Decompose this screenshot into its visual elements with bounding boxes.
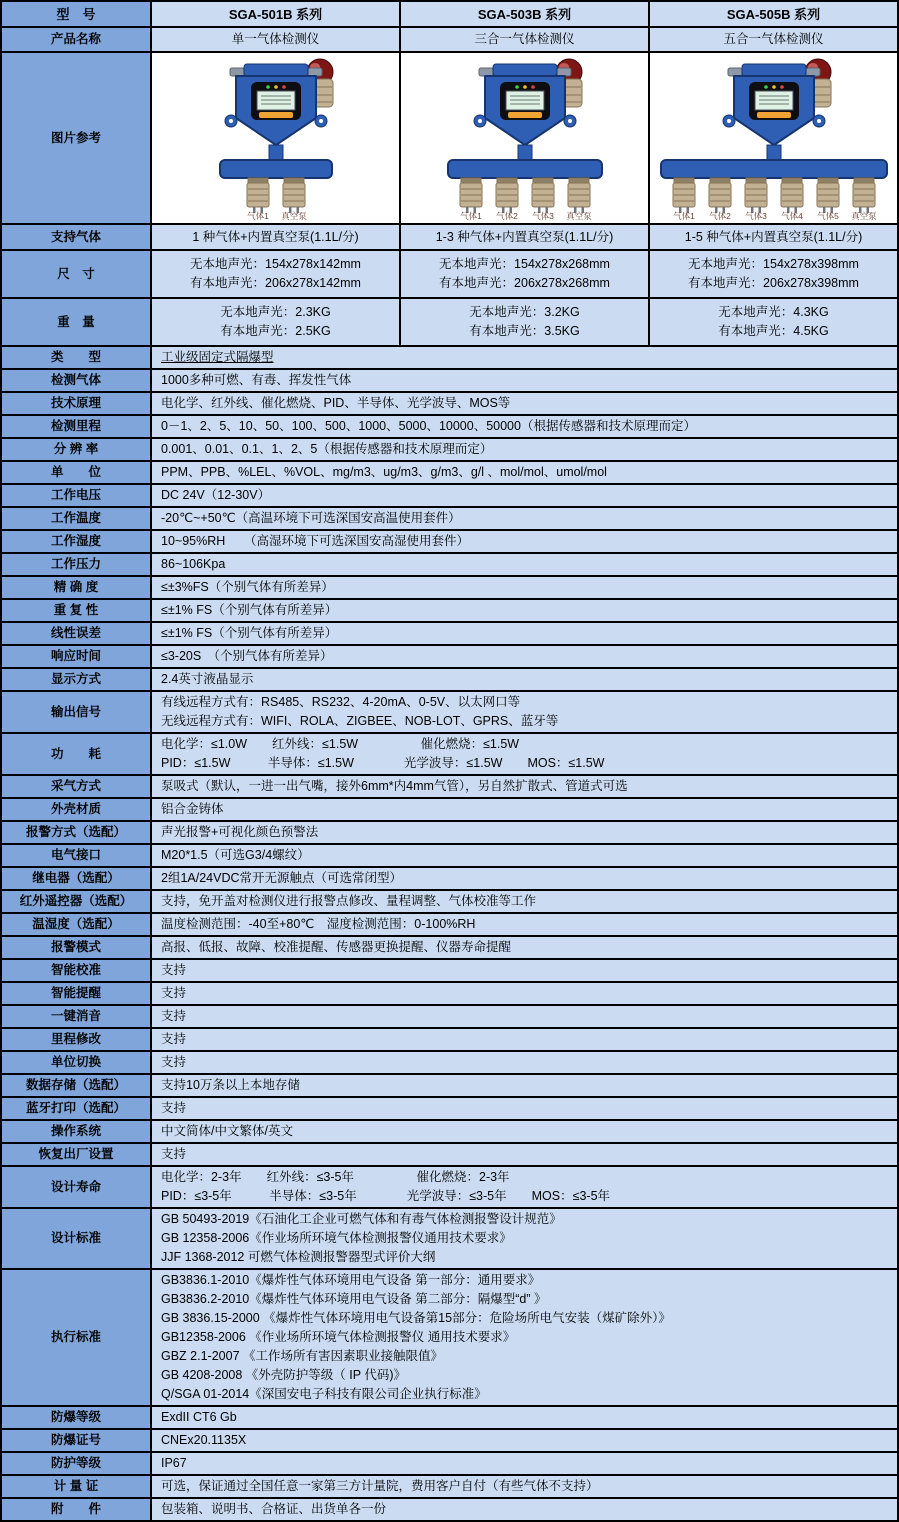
row-label-mute [2,1006,150,1027]
row-label-ir-remote [2,891,150,912]
row-label-principle [2,393,150,414]
row-value-line: GB 3836.15-2000 《爆炸性气体环境用电气设备第15部分：危险场所电气安装（煤矿除外）》 [161,1311,671,1325]
spec-row-smart-remind [2,981,897,1004]
product-name-1 [150,28,399,51]
spec-row-electric-port [2,843,897,866]
gas-detector-illustration [440,55,610,221]
gas-support-text: 1-5 种气体+内置真空泵(1.1L/分) [684,229,863,244]
row-label-accessories [2,1499,150,1520]
spec-row-display [2,667,897,690]
row-label-text: 工作压力 [50,557,101,571]
row-value-line: 温度检测范围：-40至+80℃ 湿度检测范围：0-100%RH [161,917,476,931]
row-value-accuracy [150,577,897,598]
row-value-bt-print [150,1098,897,1119]
spec-row-unit-switch [2,1050,897,1073]
spec-row-repeatability [2,598,897,621]
row-value-alarm-modes [150,937,897,958]
row-value-line: 泵吸式（默认，一进一出气嘴，接外6mm*内4mm气管），另自然扩散式、管道式可选 [161,779,628,793]
row-value-accessories [150,1499,897,1520]
spec-row-bt-print [2,1096,897,1119]
row-value-work-humi [150,531,897,552]
row-label-exec-std [2,1270,150,1405]
row-value-line: 10~95%RH （高湿环境下可选深国安高湿使用套件） [161,534,470,548]
row-label-product-name [2,28,150,51]
spec-row-accuracy [2,575,897,598]
spec-row-resolution [2,437,897,460]
row-value-line: GB 50493-2019《石油化工企业可燃气体和有毒气体检测报警设计规范》 [161,1212,562,1226]
row-label-sampling [2,776,150,797]
spec-row-response [2,644,897,667]
product-name-text: 五合一气体检测仪 [723,32,824,46]
spec-row-linearity [2,621,897,644]
row-label-ip-grade [2,1453,150,1474]
weight-text: 无本地声光：2.3KG [220,305,331,319]
row-value-metrology [150,1476,897,1497]
row-value-line: ≤3-20S （个别气体有所差异） [161,649,333,663]
image-row [2,51,897,223]
row-value-electric-port [150,845,897,866]
row-value-storage [150,1075,897,1096]
row-value-output [150,692,897,732]
row-label-output [2,692,150,732]
row-value-line: 高报、低报、故障、校准提醒、传感器更换提醒、仪器寿命提醒 [161,940,512,954]
row-value-line: PPM、PPB、%LEL、%VOL、mg/m3、ug/m3、g/m3、g/l 、mol/mol、umol/mol [161,465,607,479]
row-value-line: ≤±3%FS（个别气体有所差异） [161,580,334,594]
spec-row-alarm-opt [2,820,897,843]
row-label-os [2,1121,150,1142]
row-label-text: 智能提醒 [50,986,101,1000]
row-label-text: 检测里程 [50,419,101,433]
sensor-label: 真空泵 [280,211,307,221]
row-label-text: 一键消音 [50,1009,101,1023]
gas-detector-illustration [200,55,352,221]
row-value-response [150,646,897,667]
gas-support-text: 1 种气体+内置真空泵(1.1L/分) [192,229,359,244]
sensor-label: 气体5 [816,211,839,221]
row-label-voltage [2,485,150,506]
row-value-detect-gas [150,370,897,391]
row-label-text: 显示方式 [50,672,101,686]
row-value-line: ≤±1% FS（个别气体有所差异） [161,603,338,617]
spec-row-voltage [2,483,897,506]
row-value-line: 0－1、2、5、10、50、100、500、1000、5000、10000、50000（根据传感器和技术原理而定） [161,419,696,433]
row-value-line: M20*1.5（可选G3/4螺纹） [161,848,310,862]
row-label-alarm-opt [2,822,150,843]
spec-row-relay [2,866,897,889]
row-label-text: 工作温度 [50,511,101,525]
spec-row-mute [2,1004,897,1027]
spec-row-ex-grade [2,1405,897,1428]
row-label-text: 产品名称 [50,32,101,46]
row-label-text: 采气方式 [50,779,101,793]
size-2 [399,251,648,297]
supported-gas-row [2,223,897,249]
row-value-line: 支持 [161,963,187,977]
row-value-line: 包装箱、说明书、合格证、出货单各一份 [161,1502,387,1516]
sensor-label: 真空泵 [850,211,877,221]
weight-text: 无本地声光：3.2KG [469,305,580,319]
gas-detector-illustration [653,55,895,221]
spec-row-factory-reset [2,1142,897,1165]
size-3 [648,251,897,297]
product-name-row [2,26,897,51]
size-text: 无本地声光：154x278x268mm [439,257,610,271]
row-value-line: 支持 [161,1032,187,1046]
sensor-label: 气体4 [780,211,803,221]
size-row [2,249,897,297]
row-value-range-modify [150,1029,897,1050]
row-label-resolution [2,439,150,460]
row-label-display [2,669,150,690]
size-text: 有本地声光：206x278x398mm [688,276,859,290]
row-value-line: 铝合金铸体 [161,802,224,816]
row-value-line: 0.001、0.01、0.1、1、2、5（根据传感器和技术原理而定） [161,442,493,456]
row-label-response [2,646,150,667]
row-label-text: 线性误差 [50,626,101,640]
row-label-alarm-modes [2,937,150,958]
row-label-text: 图片参考 [50,130,101,145]
row-label-text: 防护等级 [50,1456,101,1470]
row-label-image [2,53,150,223]
row-label-text: 精 确 度 [53,580,99,594]
spec-row-storage [2,1073,897,1096]
row-value-ex-cert [150,1430,897,1451]
row-value-unit [150,462,897,483]
row-label-text: 执行标准 [50,1330,101,1344]
row-value-line: 86~106Kpa [161,557,226,571]
row-label-text: 恢复出厂设置 [38,1147,114,1161]
product-image-sga501b [150,53,399,223]
row-label-text: 单 位 [50,465,101,479]
row-value-alarm-opt [150,822,897,843]
row-label-temp-humi [2,914,150,935]
row-label-text: 分 辨 率 [53,442,99,456]
row-value-ip-grade [150,1453,897,1474]
weight-row [2,297,897,345]
spec-row-unit [2,460,897,483]
row-value-ex-grade [150,1407,897,1428]
row-value-pressure [150,554,897,575]
row-label-work-temp [2,508,150,529]
product-name-3 [648,28,897,51]
model-row [2,2,897,26]
row-value-line: PID：≤1.5W 半导体：≤1.5W 光学波导：≤1.5W MOS：≤1.5W [161,756,605,770]
row-label-factory-reset [2,1144,150,1165]
row-value-line: IP67 [161,1456,187,1470]
row-label-text: 蓝牙打印（选配） [25,1101,126,1115]
weight-1 [150,299,399,345]
model-name: SGA-505B 系列 [726,6,821,22]
row-value-temp-humi [150,914,897,935]
row-value-shell [150,799,897,820]
spec-row-design-std [2,1207,897,1268]
row-label-size [2,251,150,297]
row-label-ex-grade [2,1407,150,1428]
row-label-text: 操作系统 [50,1124,101,1138]
spec-row-principle [2,391,897,414]
row-label-text: 型 号 [56,6,96,22]
row-value-sampling [150,776,897,797]
row-value-line: 2.4英寸液晶显示 [161,672,254,686]
gas-support-3 [648,225,897,249]
model-name: SGA-501B 系列 [228,6,323,22]
row-value-line: 支持10万条以上本地存储 [161,1078,300,1092]
row-label-text: 检测气体 [50,373,101,387]
row-label-range [2,416,150,437]
spec-row-type [2,345,897,368]
row-value-line: GB3836.2-2010《爆炸性气体环境用电气设备 第二部分：隔爆型“d” 》 [161,1292,547,1306]
row-label-text: 报警方式（选配） [25,825,126,839]
row-value-line: JJF 1368-2012 可燃气体检测报警器型式评价大纲 [161,1250,436,1264]
row-label-smart-remind [2,983,150,1004]
row-value-repeatability [150,600,897,621]
row-value-line: 支持 [161,986,187,1000]
product-name-2 [399,28,648,51]
row-value-line: Q/SGA 01-2014《深国安电子科技有限公司企业执行标准》 [161,1387,487,1401]
row-label-power [2,734,150,774]
spec-row-alarm-modes [2,935,897,958]
row-label-range-modify [2,1029,150,1050]
spec-row-exec-std [2,1268,897,1405]
weight-3 [648,299,897,345]
spec-row-smart-cal [2,958,897,981]
row-value-principle [150,393,897,414]
row-value-line: 可选，保证通过全国任意一家第三方计量院，费用客户自付（有些气体不支持） [161,1479,599,1493]
spec-row-accessories [2,1497,897,1520]
row-label-text: 报警模式 [50,940,101,954]
row-label-text: 智能校准 [50,963,101,977]
row-value-line: 支持 [161,1101,187,1115]
row-value-smart-cal [150,960,897,981]
row-label-shell [2,799,150,820]
spec-row-sampling [2,774,897,797]
row-label-text: 里程修改 [50,1032,101,1046]
row-label-lifetime [2,1167,150,1207]
row-value-power [150,734,897,774]
row-label-text: 电气接口 [50,848,101,862]
sensor-label: 真空泵 [565,211,592,221]
row-label-text: 工作电压 [50,488,101,502]
spec-row-ir-remote [2,889,897,912]
row-value-display [150,669,897,690]
row-value-line: GB3836.1-2010《爆炸性气体环境用电气设备 第一部分：通用要求》 [161,1273,541,1287]
spec-row-work-temp [2,506,897,529]
row-value-line: 支持 [161,1009,187,1023]
row-label-text: 输出信号 [50,704,101,719]
row-label-accuracy [2,577,150,598]
row-label-work-humi [2,531,150,552]
row-value-line: 工业级固定式隔爆型 [161,350,274,364]
row-label-text: 工作湿度 [50,534,101,548]
sensor-label: 气体1 [672,211,695,221]
row-value-line: 无线远程方式有：WIFI、ROLA、ZIGBEE、NOB-LOT、GPRS、蓝牙等 [161,714,559,728]
row-label-smart-cal [2,960,150,981]
row-label-text: 单位切换 [50,1055,101,1069]
row-label-text: 数据存储（选配） [25,1078,126,1092]
row-label-text: 支持气体 [50,229,101,244]
spec-row-temp-humi [2,912,897,935]
spec-row-pressure [2,552,897,575]
spec-row-ip-grade [2,1451,897,1474]
row-label-bt-print [2,1098,150,1119]
row-label-text: 类 型 [50,350,101,364]
row-label-metrology [2,1476,150,1497]
row-label-text: 防爆证号 [50,1433,101,1447]
row-value-mute [150,1006,897,1027]
row-label-detect-gas [2,370,150,391]
row-value-line: GB 4208-2008 《外壳防护等级（ IP 代码)》 [161,1368,406,1382]
row-label-weight [2,299,150,345]
row-value-ir-remote [150,891,897,912]
row-label-unit-switch [2,1052,150,1073]
row-label-design-std [2,1209,150,1268]
row-label-ex-cert [2,1430,150,1451]
product-image-sga503b [399,53,648,223]
spec-row-lifetime [2,1165,897,1207]
row-value-line: 1000多种可燃、有毒、挥发性气体 [161,373,352,387]
product-image-sga505b [648,53,897,223]
row-value-linearity [150,623,897,644]
row-value-smart-remind [150,983,897,1004]
spec-row-output [2,690,897,732]
row-label-text: 重 量 [57,314,95,329]
row-label-text: 响应时间 [50,649,101,663]
sensor-label: 气体3 [531,211,554,221]
row-value-design-std [150,1209,897,1268]
spec-row-metrology [2,1474,897,1497]
row-label-unit [2,462,150,483]
model-sga501b [150,2,399,26]
row-label-text: 附 件 [50,1502,101,1516]
row-label-text: 继电器（选配） [32,871,120,885]
row-value-line: 电化学、红外线、催化燃烧、PID、半导体、光学波导、MOS等 [161,396,511,410]
row-label-text: 功 耗 [50,746,101,761]
row-value-line: ≤±1% FS（个别气体有所差异） [161,626,338,640]
row-value-line: ExdII CT6 Gb [161,1410,237,1424]
row-value-line: GB12358-2006 《作业场所环境气体检测报警仪 通用技术要求》 [161,1330,516,1344]
spec-row-power [2,732,897,774]
size-text: 无本地声光：154x278x142mm [190,257,361,271]
row-label-text: 红外遥控器（选配） [19,894,133,908]
row-value-work-temp [150,508,897,529]
row-value-line: GB 12358-2006《作业场所环境气体检测报警仪通用技术要求》 [161,1231,512,1245]
row-value-line: 支持 [161,1055,187,1069]
spec-row-detect-gas [2,368,897,391]
sensor-label: 气体1 [246,211,269,221]
weight-2 [399,299,648,345]
row-value-type [150,347,897,368]
spec-row-shell [2,797,897,820]
model-sga505b [648,2,897,26]
row-label-storage [2,1075,150,1096]
row-label-relay [2,868,150,889]
spec-row-ex-cert [2,1428,897,1451]
row-label-gas [2,225,150,249]
row-label-text: 尺 寸 [57,266,95,281]
spec-row-os [2,1119,897,1142]
row-value-line: PID：≤3-5年 半导体：≤3-5年 光学波导：≤3-5年 MOS：≤3-5年 [161,1189,611,1203]
row-value-line: 2组1A/24VDC常开无源触点（可选常闭型） [161,871,403,885]
gas-support-2 [399,225,648,249]
row-label-model [2,2,150,26]
row-value-line: 支持 [161,1147,187,1161]
row-value-line: DC 24V（12-30V） [161,488,271,502]
row-label-text: 设计标准 [50,1231,101,1245]
row-value-os [150,1121,897,1142]
gas-support-text: 1-3 种气体+内置真空泵(1.1L/分) [435,229,614,244]
weight-text: 有本地声光：4.5KG [718,324,829,338]
row-value-exec-std [150,1270,897,1405]
size-text: 有本地声光：206x278x142mm [190,276,361,290]
row-value-line: 电化学：≤1.0W 红外线：≤1.5W 催化燃烧：≤1.5W [161,737,520,751]
row-value-line: 电化学：2-3年 红外线：≤3-5年 催化燃烧：2-3年 [161,1170,510,1184]
size-text: 有本地声光：206x278x268mm [439,276,610,290]
row-label-text: 温湿度（选配） [32,917,120,931]
row-value-resolution [150,439,897,460]
row-label-electric-port [2,845,150,866]
model-sga503b [399,2,648,26]
row-value-relay [150,868,897,889]
row-value-line: 支持，免开盖对检测仪进行报警点修改、量程调整、气体校准等工作 [161,894,537,908]
weight-text: 有本地声光：3.5KG [469,324,580,338]
spec-row-range-modify [2,1027,897,1050]
row-value-line: GBZ 2.1-2007 《工作场所有害因素职业接触限值》 [161,1349,443,1363]
row-label-text: 防爆等级 [50,1410,101,1424]
row-value-line: 声光报警+可视化颜色预警法 [161,825,319,839]
row-label-pressure [2,554,150,575]
product-name-text: 单一气体检测仪 [231,32,320,46]
row-label-type [2,347,150,368]
spec-row-range [2,414,897,437]
row-label-text: 外壳材质 [50,802,101,816]
size-1 [150,251,399,297]
sensor-label: 气体2 [495,211,518,221]
row-label-repeatability [2,600,150,621]
row-value-lifetime [150,1167,897,1207]
product-name-text: 三合一气体检测仪 [474,32,575,46]
row-label-linearity [2,623,150,644]
spec-row-work-humi [2,529,897,552]
row-label-text: 设计寿命 [50,1179,101,1194]
row-value-voltage [150,485,897,506]
row-value-line: 有线远程方式有：RS485、RS232、4-20mA、0-5V、以太网口等 [161,695,521,709]
row-value-unit-switch [150,1052,897,1073]
gas-support-1 [150,225,399,249]
sensor-label: 气体3 [744,211,767,221]
row-label-text: 技术原理 [50,396,101,410]
weight-text: 有本地声光：2.5KG [220,324,331,338]
row-value-line: CNEx20.1135X [161,1433,247,1447]
weight-text: 无本地声光：4.3KG [718,305,829,319]
row-value-range [150,416,897,437]
sensor-label: 气体1 [459,211,482,221]
size-text: 无本地声光：154x278x398mm [688,257,859,271]
row-label-text: 重 复 性 [53,603,99,617]
model-name: SGA-503B 系列 [477,6,572,22]
row-value-line: -20℃~+50℃（高温环境下可选深国安高温使用套件） [161,511,461,525]
row-value-line: 中文简体/中文繁体/英文 [161,1124,293,1138]
row-value-factory-reset [150,1144,897,1165]
row-label-text: 计 量 证 [53,1479,99,1493]
sensor-label: 气体2 [708,211,731,221]
